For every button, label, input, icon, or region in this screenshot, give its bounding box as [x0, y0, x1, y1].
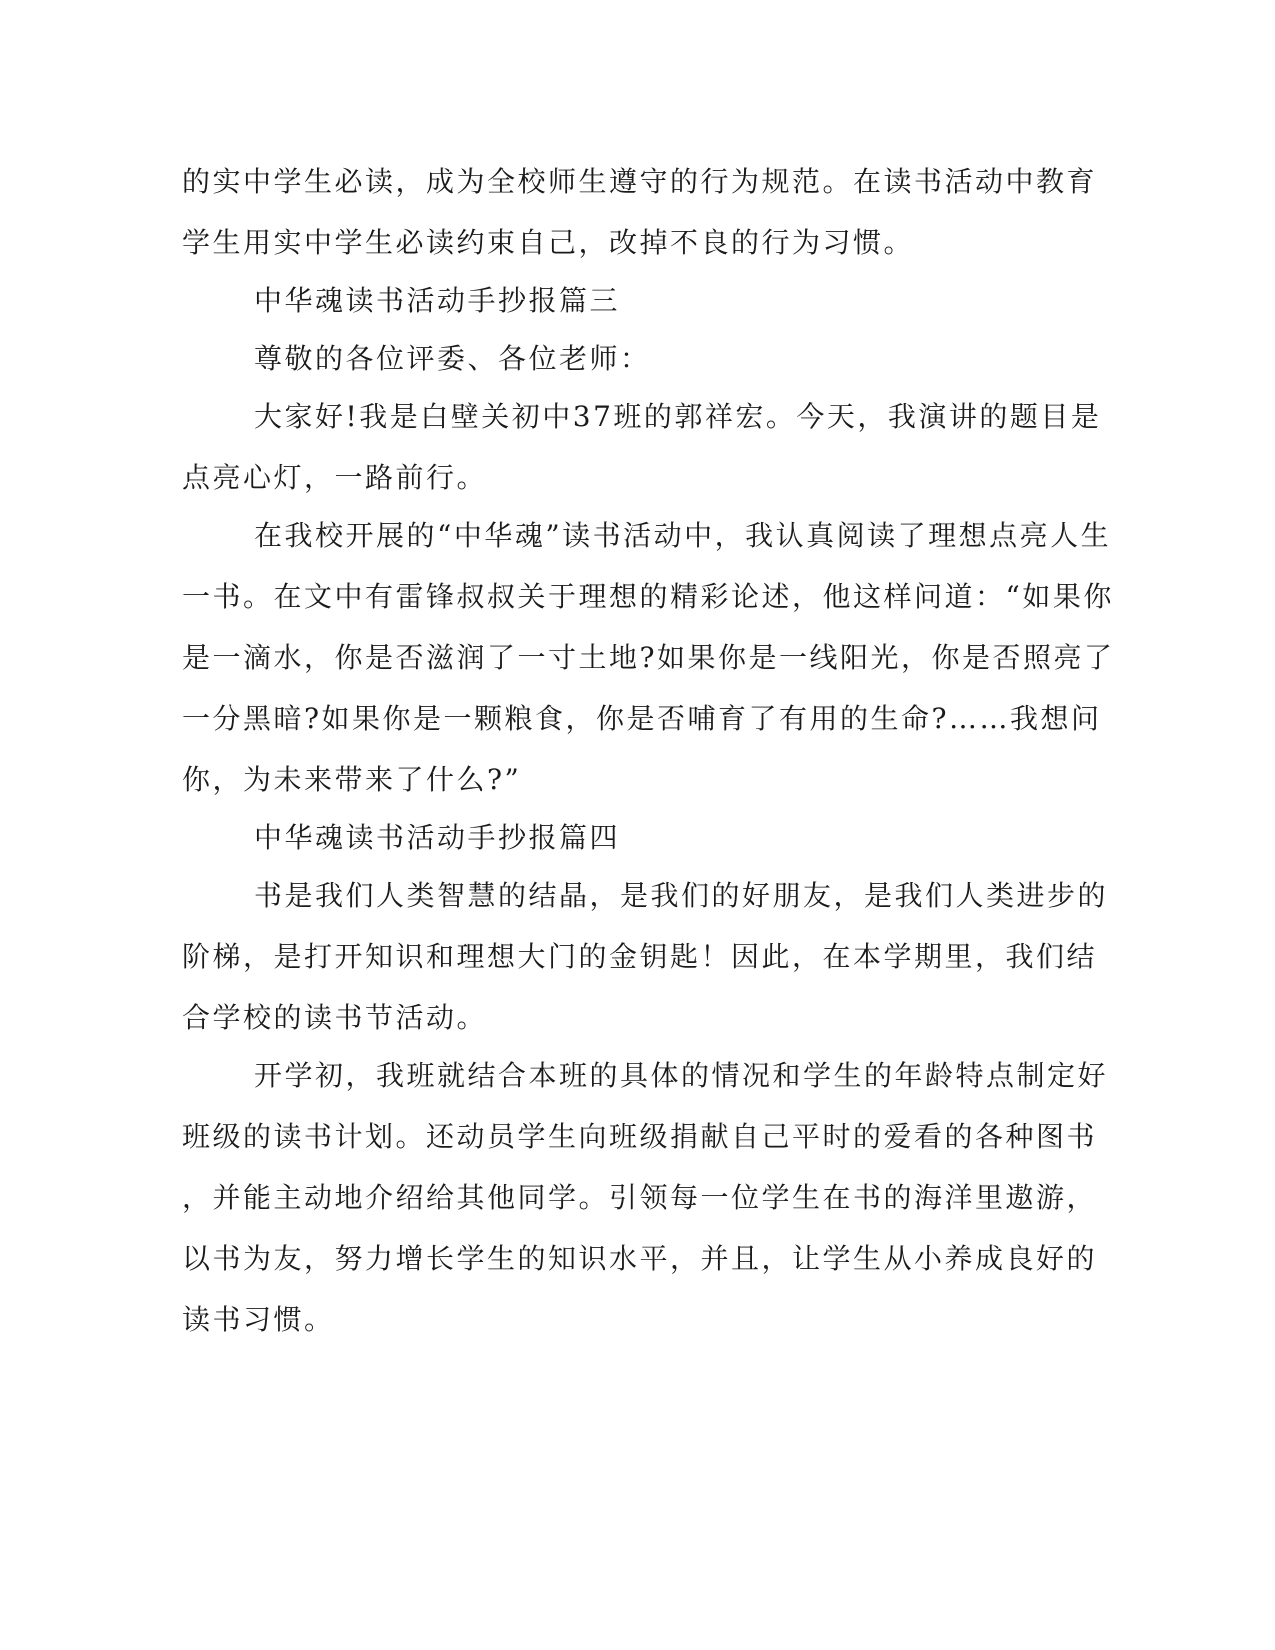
paragraph-line: 学生用实中学生必读约束自己，改掉不良的行为习惯。 — [182, 226, 915, 259]
paragraph-line: 一分黑暗?如果你是一颗粮食，你是否哺育了有用的生命?……我想问 — [182, 702, 1102, 735]
document-body — [182, 162, 1115, 1361]
section-heading: 中华魂读书活动手抄报篇三 — [254, 284, 621, 317]
paragraph-line: 点亮心灯，一路前行。 — [182, 461, 488, 494]
paragraph-line: 班级的读书计划。还动员学生向班级捐献自己平时的爱看的各种图书 — [182, 1120, 1098, 1153]
paragraph-line: ，并能主动地介绍给其他同学。引领每一位学生在书的海洋里遨游， — [182, 1181, 1098, 1214]
paragraph-line: 以书为友，努力增长学生的知识水平，并且，让学生从小养成良好的 — [182, 1242, 1098, 1275]
paragraph-line: 读书习惯。 — [182, 1303, 335, 1336]
paragraph-line: 书是我们人类智慧的结晶，是我们的好朋友，是我们人类进步的 — [254, 879, 1109, 912]
paragraph-line: 在我校开展的“中华魂”读书活动中，我认真阅读了理想点亮人生 — [254, 519, 1112, 552]
paragraph-line: 一书。在文中有雷锋叔叔关于理想的精彩论述，他这样问道：“如果你 — [182, 580, 1114, 613]
paragraph-line: 合学校的读书节活动。 — [182, 1001, 488, 1034]
paragraph-line: 是一滴水，你是否滋润了一寸土地?如果你是一线阳光，你是否照亮了 — [182, 641, 1115, 674]
paragraph-line: 阶梯，是打开知识和理想大门的金钥匙！因此，在本学期里，我们结 — [182, 940, 1098, 973]
paragraph-line: 你，为未来带来了什么?” — [182, 763, 522, 796]
paragraph-line: 的实中学生必读，成为全校师生遵守的行为规范。在读书活动中教育 — [182, 165, 1098, 198]
salutation: 尊敬的各位评委、各位老师： — [254, 342, 651, 375]
paragraph-line: 大家好!我是白壁关初中37班的郭祥宏。今天，我演讲的题目是 — [254, 400, 1102, 433]
section-heading: 中华魂读书活动手抄报篇四 — [254, 821, 621, 854]
paragraph-line: 开学初，我班就结合本班的具体的情况和学生的年龄特点制定好 — [254, 1059, 1109, 1092]
